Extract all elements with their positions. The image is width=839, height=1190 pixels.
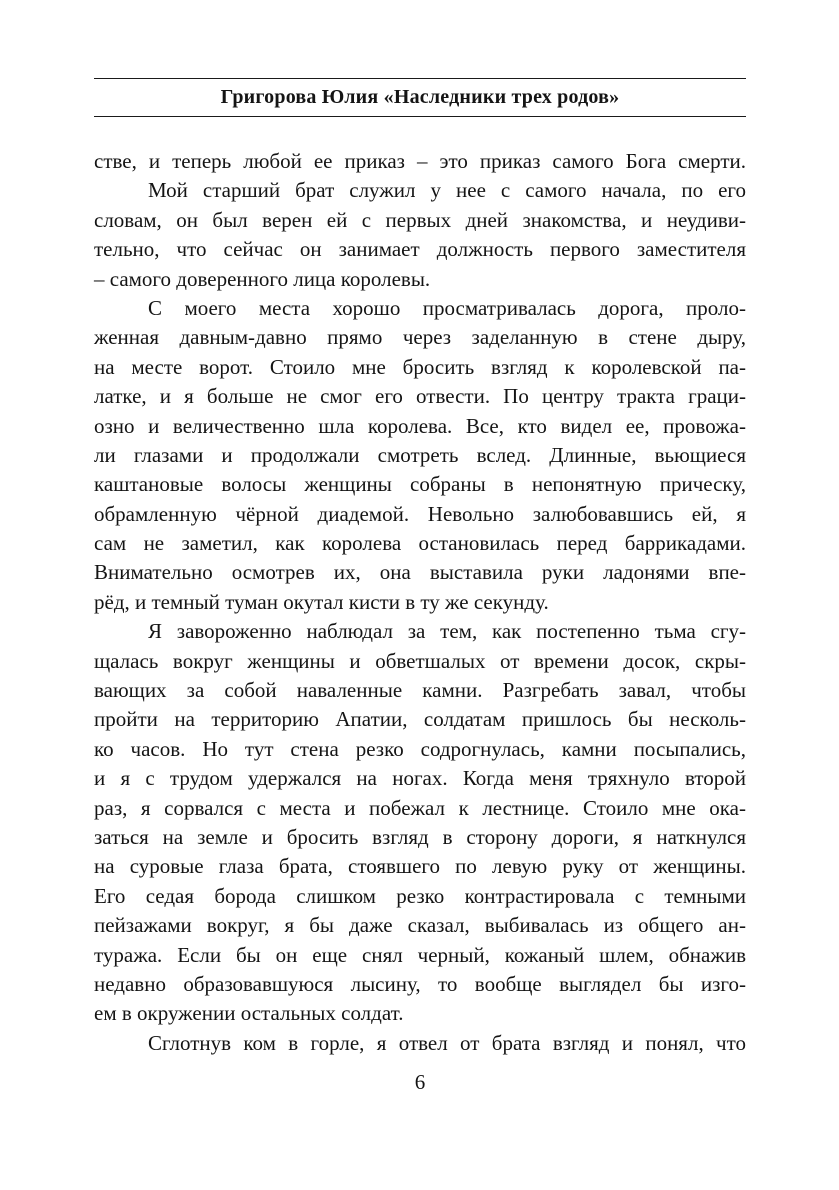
text-line: Мой старший брат служил у нее с самого начала, по его xyxy=(148,178,746,203)
text-line: на месте ворот. Стоило мне бросить взгляд к королевской па- xyxy=(94,354,746,379)
text-line: Его седая борода слишком резко контрастировала с темными xyxy=(94,883,746,908)
text-line: ем в окружении остальных солдат. xyxy=(94,1001,404,1026)
text-line: рёд, и темный туман окутал кисти в ту же секунду. xyxy=(94,589,549,614)
text-line: пройти на территорию Апатии, солдатам пришлось бы несколь- xyxy=(94,707,746,732)
text-line: заться на земле и бросить взгляд в сторону дороги, я наткнулся xyxy=(94,824,746,849)
text-line: тельно, что сейчас он занимает должность первого заместителя xyxy=(94,237,746,262)
text-line: щалась вокруг женщины и обветшалых от времени досок, скры- xyxy=(94,648,746,673)
text-line: обрамленную чёрной диадемой. Невольно залюбовавшись ей, я xyxy=(94,501,746,526)
page-number: 6 xyxy=(414,1070,426,1094)
text-line: каштановые волосы женщины собраны в непонятную прическу, xyxy=(94,472,746,497)
header-rule-bottom xyxy=(94,116,746,117)
text-line: озно и величественно шла королева. Все, кто видел ее, провожа- xyxy=(94,413,746,438)
text-line: – самого доверенного лица королевы. xyxy=(94,266,431,291)
header-title: Григорова Юлия «Наследники трех родов» xyxy=(220,86,620,108)
text-line: туража. Если бы он еще снял черный, кожаный шлем, обнажив xyxy=(94,942,746,967)
text-line: словам, он был верен ей с первых дней знакомства, и неудиви- xyxy=(94,207,746,232)
text-line: на суровые глаза брата, стоявшего по левую руку от женщины. xyxy=(94,854,746,879)
text-line: С моего места хорошо просматривалась дорога, проло- xyxy=(148,295,746,320)
text-line: ли глазами и продолжали смотреть вслед. Длинные, вьющиеся xyxy=(94,442,746,467)
text-line: недавно образовавшуюся лысину, то вообще выглядел бы изго- xyxy=(94,971,746,996)
text-line: Я завороженно наблюдал за тем, как постепенно тьма сгу- xyxy=(148,619,746,644)
text-line: раз, я сорвался с места и побежал к лестнице. Стоило мне ока- xyxy=(94,795,746,820)
text-line: стве, и теперь любой ее приказ – это приказ самого Бога смерти. xyxy=(94,149,746,173)
text-line: Сглотнув ком в горле, я отвел от брата взгляд и понял, что xyxy=(148,1030,746,1055)
body-text xyxy=(94,147,746,1058)
text-line: женная давным-давно прямо через заделанную в стене дыру, xyxy=(94,325,746,350)
running-header xyxy=(94,78,746,117)
text-line: пейзажами вокруг, я бы даже сказал, выбивалась из общего ан- xyxy=(94,913,746,938)
text-line: латке, и я больше не смог его отвести. По центру тракта граци- xyxy=(94,384,746,409)
text-line: вающих за собой наваленные камни. Разгребать завал, чтобы xyxy=(94,678,746,703)
text-line: и я с трудом удержался на ногах. Когда меня тряхнуло второй xyxy=(94,766,746,791)
text-line: ко часов. Но тут стена резко содрогнулась, камни посыпались, xyxy=(94,736,746,761)
text-line: сам не заметил, как королева остановилась перед баррикадами. xyxy=(94,531,746,556)
text-line: Внимательно осмотрев их, она выставила руки ладонями впе- xyxy=(94,560,746,585)
